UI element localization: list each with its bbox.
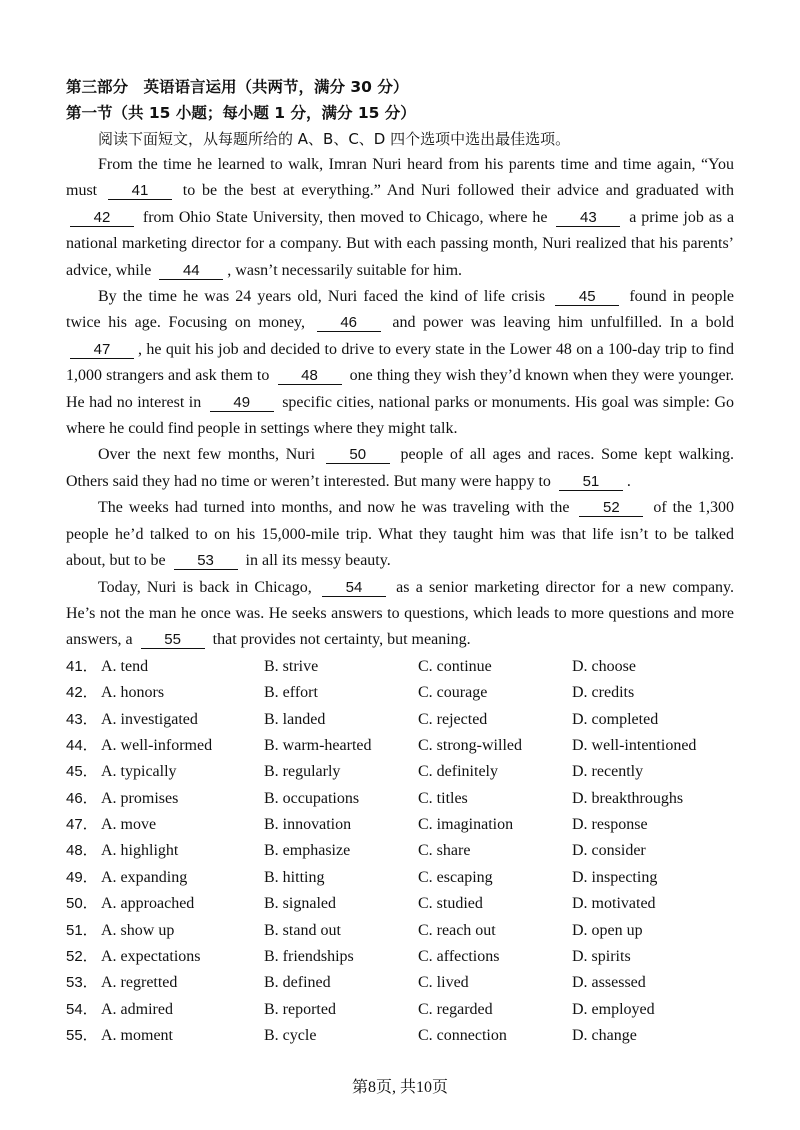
option-b: B. strive [264,657,319,675]
option-b: B. stand out [264,921,341,939]
question-number: 50． [66,895,98,913]
option-b: B. landed [264,710,326,728]
blank-52: 52 [579,500,643,517]
option-c: C. reach out [418,921,496,939]
option-a: A. expanding [101,868,188,886]
blank-41: 41 [108,183,172,200]
option-a: A. show up [101,921,175,939]
option-b: B. friendships [264,948,354,966]
question-number: 53． [66,974,98,992]
passage-text: found in people twice his age. Focusing on money, [66,288,735,332]
option-b: B. emphasize [264,842,351,860]
question-row [66,944,734,970]
option-c: C. connection [418,1027,507,1045]
passage-text: From the time he learned to walk, Imran Nuri heard from his parents time and time again, “You must [66,156,734,200]
option-b: B. innovation [264,816,352,834]
passage-text: in all its messy beauty. [245,552,391,570]
passage-text: to be the best at everything.” And Nuri followed their advice and graduated with [182,182,735,200]
option-a: A. expectations [101,948,201,966]
option-a: A. moment [101,1027,173,1045]
blank-42: 42 [70,210,134,227]
exam-page [66,74,734,1050]
blank-50: 50 [326,447,390,464]
question-row [66,786,734,812]
option-a: A. approached [101,895,195,913]
option-d: D. spirits [572,948,631,966]
option-b: B. reported [264,1000,336,1018]
option-b: B. effort [264,684,318,702]
passage-text: that provides not certainty, but meaning. [212,631,471,649]
option-a: A. typically [101,763,177,781]
passage-text: as a senior marketing director for a new company. He’s not the man he once was. He seeks answers to questions, which leads to more questions and more answers, a [66,578,735,649]
option-a: A. highlight [101,842,179,860]
option-c: C. regarded [418,1000,493,1018]
option-d: D. response [572,816,648,834]
passage-paragraph [66,284,734,442]
question-number: 52． [66,948,98,966]
option-a: A. tend [101,657,149,675]
instruction-text: 阅读下面短文，从每题所给的 A、B、C、D 四个选项中选出最佳选项。 [98,130,571,148]
cloze-passage [66,152,734,654]
option-a: A. admired [101,1000,173,1018]
option-c: C. rejected [418,710,488,728]
passage-paragraph [66,442,734,495]
option-d: D. consider [572,842,646,860]
question-row [66,654,734,680]
option-d: D. credits [572,684,635,702]
option-d: D. choose [572,657,636,675]
question-number: 45． [66,763,98,781]
blank-53: 53 [174,553,238,570]
question-row [66,707,734,733]
option-d: D. employed [572,1000,655,1018]
option-d: D. completed [572,710,659,728]
question-row [66,865,734,891]
question-number: 41． [66,657,98,675]
question-number: 46． [66,789,98,807]
question-number: 44． [66,736,98,754]
passage-paragraph [66,495,734,574]
passage-paragraph [66,575,734,654]
option-b: B. warm-hearted [264,736,372,754]
question-number: 55． [66,1027,98,1045]
question-row [66,812,734,838]
option-b: B. cycle [264,1027,317,1045]
option-c: C. continue [418,657,492,675]
question-number: 49． [66,868,98,886]
option-d: D. breakthroughs [572,789,684,807]
option-a: A. honors [101,684,165,702]
passage-text: Over the next few months, Nuri [98,446,316,464]
option-c: C. titles [418,789,468,807]
option-c: C. share [418,842,471,860]
question-number: 48． [66,842,98,860]
option-c: C. strong-willed [418,736,522,754]
option-c: C. studied [418,895,483,913]
question-number: 54． [66,1000,98,1018]
question-row [66,733,734,759]
option-a: A. regretted [101,974,178,992]
option-d: D. assessed [572,974,646,992]
question-row [66,1023,734,1049]
part-title: 第三部分 英语语言运用（共两节，满分 30 分） [66,78,409,96]
question-row [66,680,734,706]
question-row [66,891,734,917]
option-d: D. well-intentioned [572,736,697,754]
blank-43: 43 [556,210,620,227]
option-a: A. promises [101,789,179,807]
question-number: 47． [66,816,98,834]
blank-44: 44 [159,263,223,280]
page-footer: 第8页, 共10页 [351,1079,448,1096]
passage-text: , wasn’t necessarily suitable for him. [227,261,463,279]
option-a: A. well-informed [101,736,213,754]
passage-text: and power was leaving him unfulfilled. In a bold [392,314,735,332]
question-row [66,759,734,785]
option-b: B. hitting [264,868,325,886]
passage-text: Today, Nuri is back in Chicago, [98,578,312,596]
question-row [66,918,734,944]
option-c: C. definitely [418,763,498,781]
option-d: D. motivated [572,895,656,913]
blank-47: 47 [70,342,134,359]
question-row [66,838,734,864]
passage-text: from Ohio State University, then moved to Chicago, where he [142,208,548,226]
option-d: D. change [572,1027,637,1045]
passage-text: people of all ages and races. Some kept walking. Others said they had no time or weren’t interested. But many were happy to [66,446,735,490]
question-number: 43． [66,710,98,728]
passage-text: a prime job as a national marketing director for a company. But with each passing month, Nuri realized that his parents’ advice, while [66,208,735,279]
passage-text: of the 1,300 people he’d talked to on his 15,000-mile trip. What they taught him was that life isn’t to be talked about, but to be [66,499,735,570]
option-d: D. open up [572,921,643,939]
option-a: A. investigated [101,710,198,728]
blank-46: 46 [317,315,381,332]
question-number: 42． [66,684,98,702]
option-b: B. regularly [264,763,341,781]
blank-54: 54 [322,580,386,597]
blank-48: 48 [278,368,342,385]
option-c: C. affections [418,948,500,966]
passage-text: , he quit his job and decided to drive to every state in the Lower 48 on a 100-day trip to find 1,000 strangers and ask them to [66,340,734,385]
option-d: D. inspecting [572,868,658,886]
options-list [66,654,734,1050]
option-d: D. recently [572,763,644,781]
option-c: C. imagination [418,816,514,834]
blank-49: 49 [210,395,274,412]
passage-text: By the time he was 24 years old, Nuri faced the kind of life crisis [98,288,546,306]
passage-text: . [626,472,631,490]
question-row [66,970,734,996]
passage-paragraph [66,152,734,284]
option-b: B. signaled [264,895,336,913]
passage-text: one thing they wish they’d known when they were younger. He had no interest in [66,367,735,411]
option-a: A. move [101,816,157,834]
option-b: B. defined [264,974,331,992]
passage-text: specific cities, national parks or monuments. His goal was simple: Go where he could find people in settings where they might talk. [66,393,735,438]
section-title: 第一节（共 15 小题；每小题 1 分，满分 15 分） [66,104,416,122]
blank-51: 51 [559,474,623,491]
blank-55: 55 [141,632,205,649]
question-row [66,997,734,1023]
question-number: 51． [66,921,98,939]
option-c: C. escaping [418,868,493,886]
option-c: C. courage [418,684,488,702]
blank-45: 45 [555,289,619,306]
passage-text: The weeks had turned into months, and now he was traveling with the [98,499,570,517]
option-b: B. occupations [264,789,360,807]
option-c: C. lived [418,974,469,992]
